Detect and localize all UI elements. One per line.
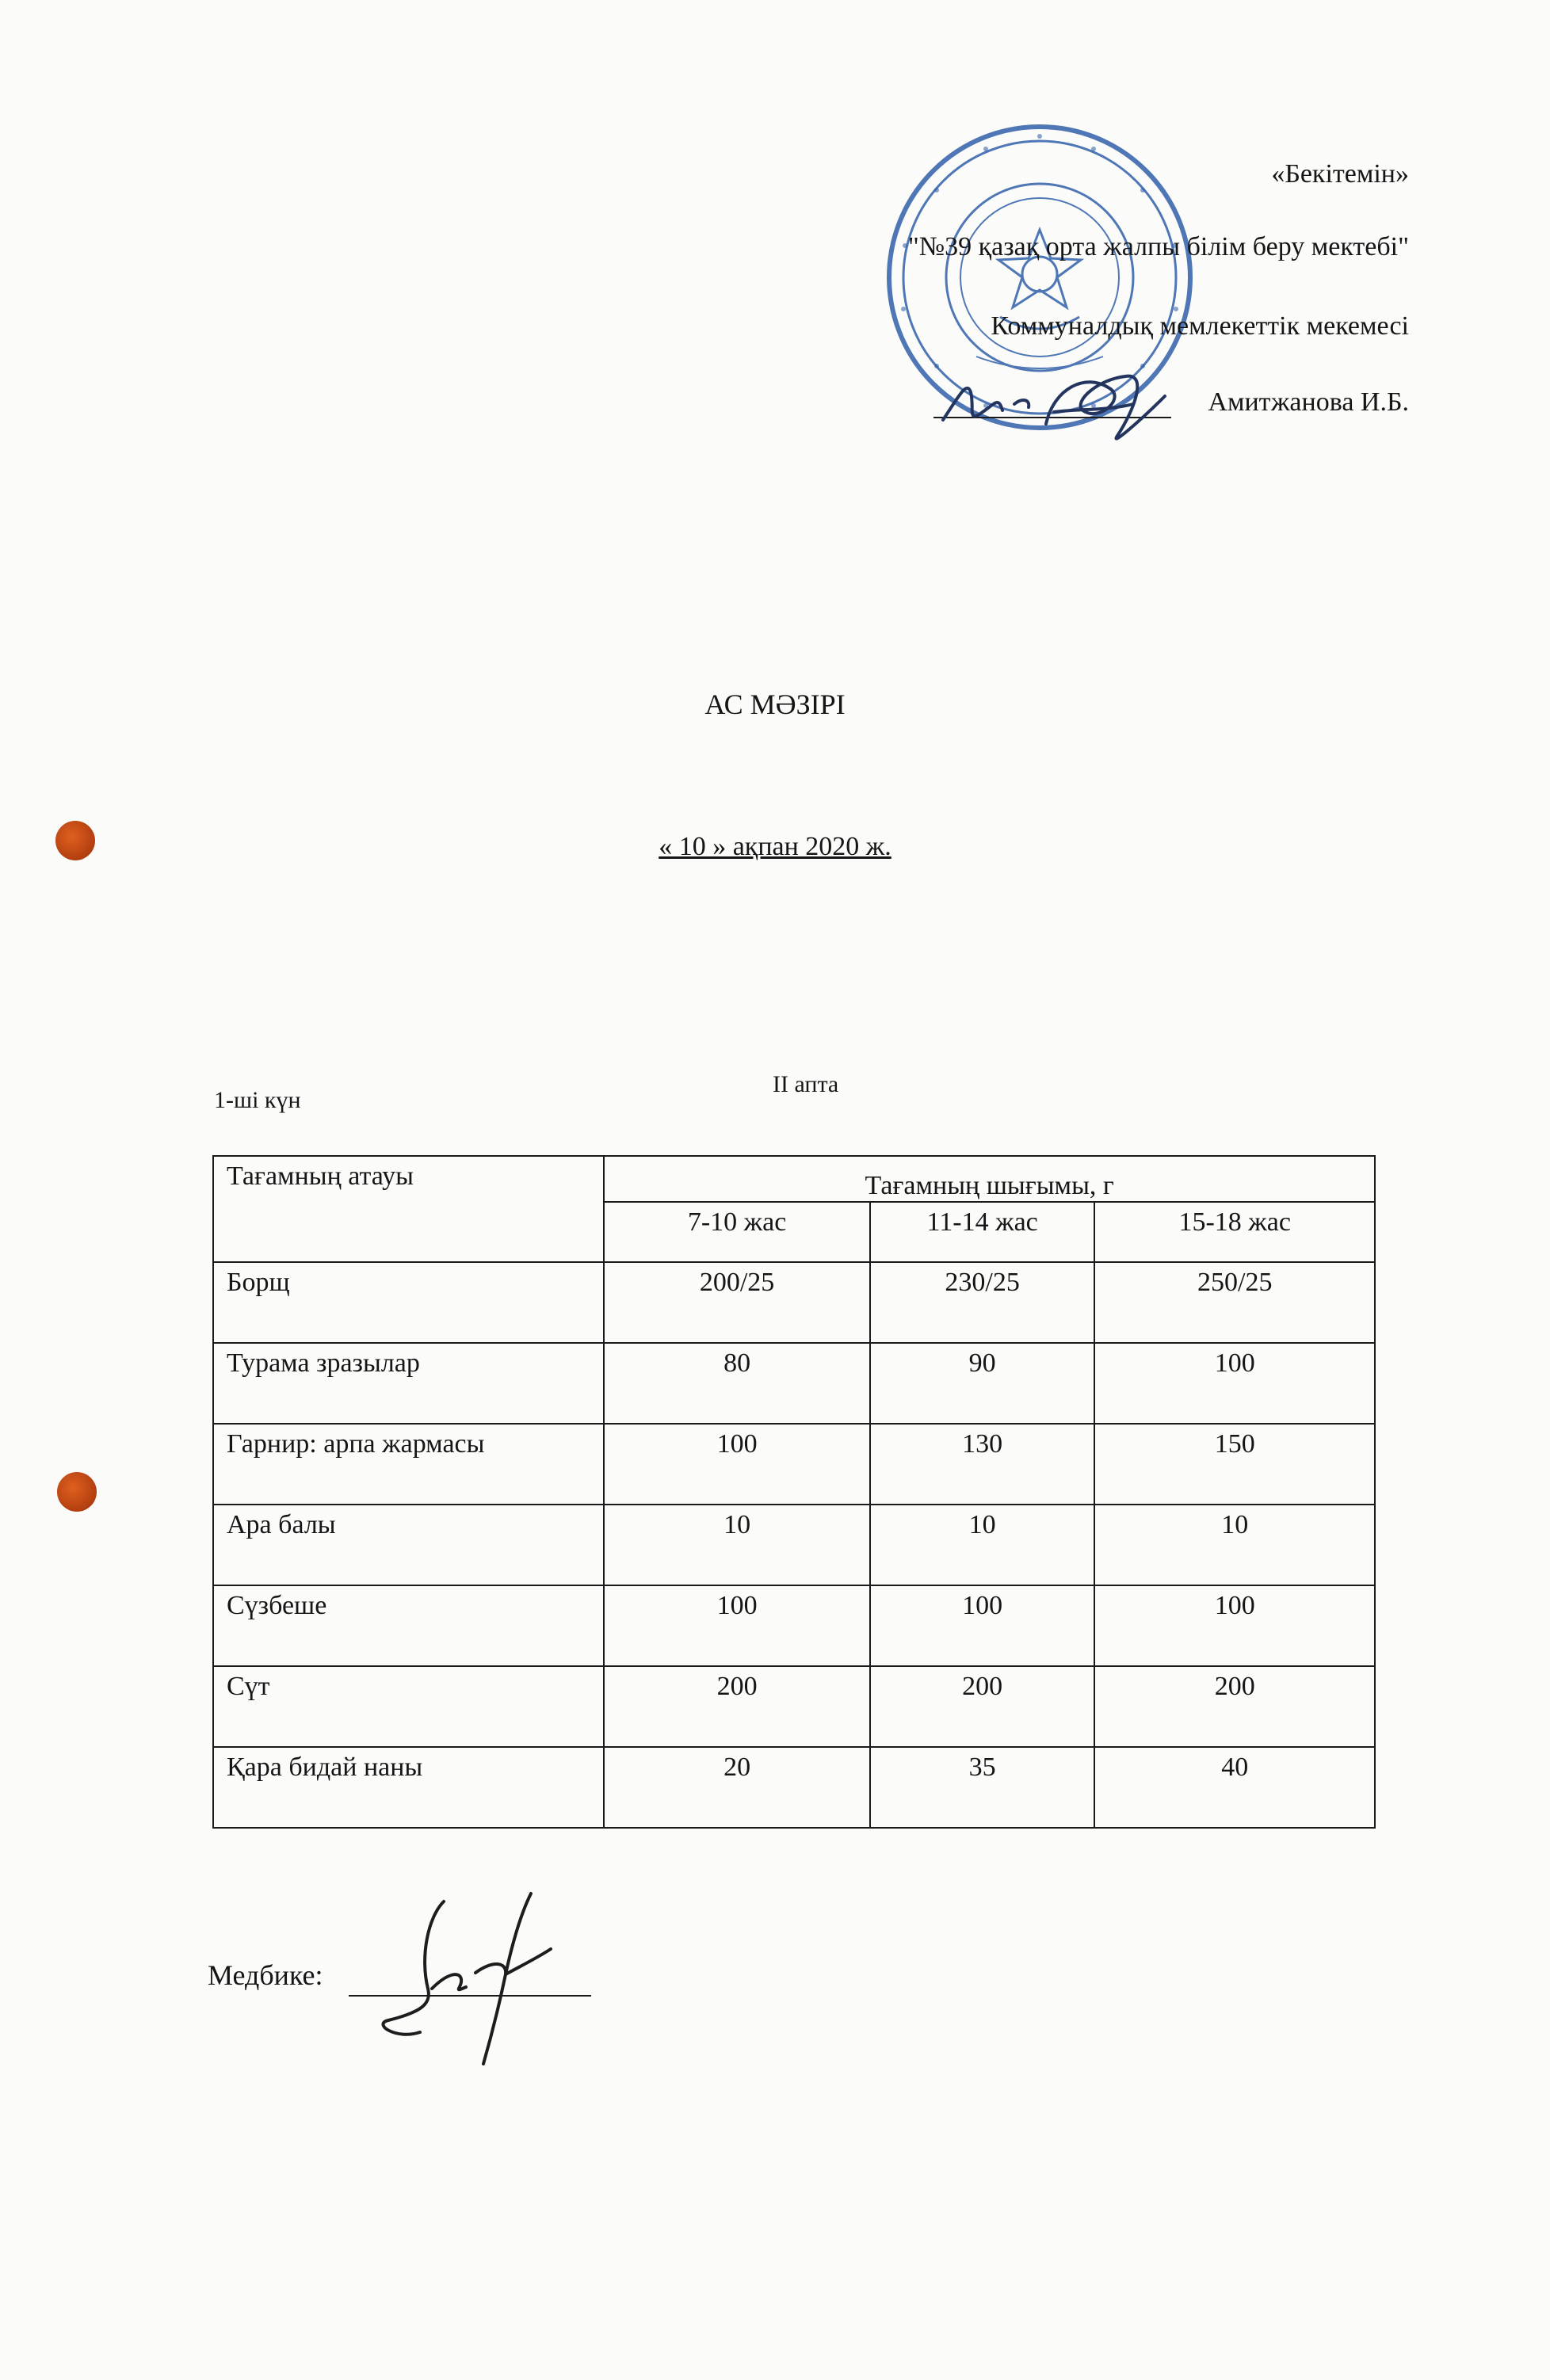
dish-name-header: Тағамның атауы <box>213 1156 604 1262</box>
dish-portion: 200 <box>870 1666 1095 1747</box>
document-title: АС МӘЗІРІ <box>704 688 846 720</box>
document-date: « 10 » ақпан 2020 ж. <box>659 832 891 861</box>
table-header-row <box>213 1156 1375 1202</box>
table-row <box>213 1424 1375 1505</box>
dish-portion: 100 <box>604 1424 870 1505</box>
dish-name: Ара балы <box>213 1505 604 1585</box>
approval-institution: Коммуналдық мемлекеттік мекемесі <box>991 311 1409 341</box>
dish-portion: 35 <box>870 1747 1095 1828</box>
dish-portion: 10 <box>1094 1505 1375 1585</box>
table-row <box>213 1747 1375 1828</box>
dish-portion: 100 <box>1094 1343 1375 1424</box>
dish-portion: 200/25 <box>604 1262 870 1343</box>
dish-portion: 20 <box>604 1747 870 1828</box>
dish-portion: 130 <box>870 1424 1095 1505</box>
table-row <box>213 1343 1375 1424</box>
binder-hole-bottom <box>57 1472 97 1512</box>
age-group-header: 11-14 жас <box>870 1202 1095 1262</box>
dish-name: Сүт <box>213 1666 604 1747</box>
dish-portion: 40 <box>1094 1747 1375 1828</box>
dish-portion: 250/25 <box>1094 1262 1375 1343</box>
nurse-label: Медбике: <box>208 1959 323 1991</box>
dish-portion: 100 <box>1094 1585 1375 1666</box>
table-row <box>213 1505 1375 1585</box>
dish-portion: 150 <box>1094 1424 1375 1505</box>
dish-portion: 200 <box>604 1666 870 1747</box>
approval-heading: «Бекітемін» <box>1271 159 1409 189</box>
director-signature <box>935 349 1197 452</box>
day-label: 1-ші күн <box>214 1087 301 1113</box>
age-group-header: 7-10 жас <box>604 1202 870 1262</box>
dish-name: Сүзбеше <box>213 1585 604 1666</box>
dish-name: Борщ <box>213 1262 604 1343</box>
dish-portion: 90 <box>870 1343 1095 1424</box>
table-row <box>213 1262 1375 1343</box>
dish-portion: 200 <box>1094 1666 1375 1747</box>
table-row <box>213 1666 1375 1747</box>
yield-header: Тағамның шығымы, г <box>604 1156 1375 1202</box>
age-group-header: 15-18 жас <box>1094 1202 1375 1262</box>
dish-name: Турама зразылар <box>213 1343 604 1424</box>
approval-director: Амитжанова И.Б. <box>1208 387 1409 417</box>
menu-table <box>212 1155 1376 1829</box>
dish-portion: 100 <box>870 1585 1095 1666</box>
approval-school: "№39 қазақ орта жалпы білім беру мектебі" <box>907 232 1409 261</box>
dish-portion: 230/25 <box>870 1262 1095 1343</box>
dish-portion: 10 <box>870 1505 1095 1585</box>
dish-portion: 80 <box>604 1343 870 1424</box>
dish-portion: 100 <box>604 1585 870 1666</box>
table-row <box>213 1585 1375 1666</box>
dish-name: Гарнир: арпа жармасы <box>213 1424 604 1505</box>
dish-portion: 10 <box>604 1505 870 1585</box>
week-label: II апта <box>773 1071 839 1097</box>
binder-hole-top <box>55 821 95 860</box>
dish-name: Қара бидай наны <box>213 1747 604 1828</box>
nurse-signature <box>372 1886 578 2068</box>
